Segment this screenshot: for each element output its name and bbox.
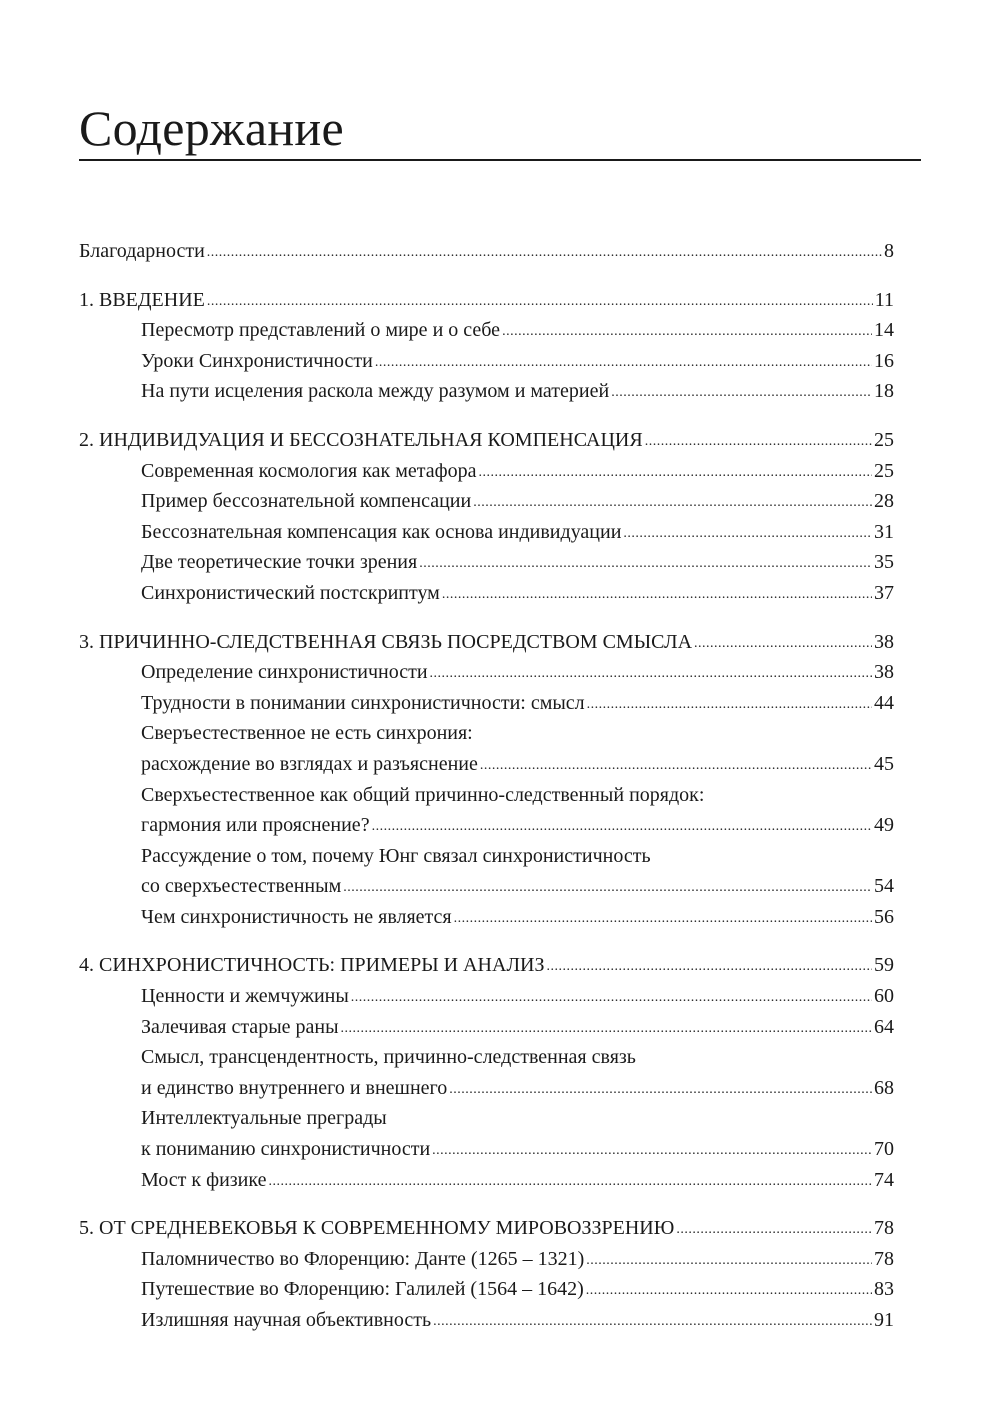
- dot-leader: [432, 1133, 872, 1167]
- toc-subentry[interactable]: [79, 346, 894, 377]
- toc-entry-title: Современная космология как метафора: [141, 459, 477, 482]
- toc-subentry[interactable]: [79, 780, 894, 811]
- toc-page-number: 35: [874, 551, 894, 574]
- dot-leader: [611, 375, 872, 409]
- toc-subentry[interactable]: [79, 486, 894, 517]
- dot-leader: [375, 345, 872, 379]
- dot-leader: [433, 1304, 872, 1338]
- toc-entry-title: Залечивая старые раны: [141, 1015, 339, 1038]
- toc-entry-title: Уроки Синхронистичности: [141, 349, 373, 372]
- toc-subentry[interactable]: [79, 749, 894, 780]
- dot-leader: [502, 314, 872, 348]
- dot-leader: [473, 485, 872, 519]
- toc-entry-title: Мост к физике: [141, 1168, 267, 1191]
- toc-subentry[interactable]: [79, 1073, 894, 1104]
- toc-entry-title: Бессознательная компенсация как основа индивидуации: [141, 520, 622, 543]
- dot-leader: [372, 809, 872, 843]
- toc-section: [79, 425, 894, 609]
- toc-entry-title: и единство внутреннего и внешнего: [141, 1076, 448, 1099]
- toc-page-number: 70: [874, 1138, 894, 1161]
- page-title: Содержание: [79, 100, 344, 156]
- toc-chapter-entry[interactable]: [79, 627, 894, 658]
- toc-subentry[interactable]: [79, 810, 894, 841]
- dot-leader: [546, 949, 872, 983]
- dot-leader: [419, 546, 872, 580]
- toc-entry-title: со сверхъестественным: [141, 875, 342, 898]
- toc-subentry[interactable]: [79, 315, 894, 346]
- toc-subentry[interactable]: [79, 902, 894, 933]
- toc-entry-title: Паломничество во Флоренцию: Данте (1265 – 1321): [141, 1247, 585, 1270]
- toc-entry-title: Сверъестественное не есть синхрония:: [141, 722, 473, 745]
- dot-leader: [645, 424, 872, 458]
- toc-subentry[interactable]: [79, 1165, 894, 1196]
- toc-entry-title: Ценности и жемчужины: [141, 985, 349, 1008]
- toc-entry-title: 2. ИНДИВИДУАЦИЯ И БЕССОЗНАТЕЛЬНАЯ КОМПЕНСАЦИЯ: [79, 428, 643, 451]
- toc-entry-title: 3. ПРИЧИННО-СЛЕДСТВЕННАЯ СВЯЗЬ ПОСРЕДСТВОМ СМЫСЛА: [79, 630, 693, 653]
- dot-leader: [694, 626, 872, 660]
- toc-page-number: 91: [874, 1309, 894, 1331]
- toc-entry-title: Чем синхронистичность не является: [141, 905, 452, 928]
- dot-leader: [480, 748, 872, 782]
- dot-leader: [207, 284, 873, 318]
- dot-leader: [586, 1273, 872, 1307]
- toc-entry-title: Синхронистический постскриптум: [141, 581, 440, 604]
- toc-subentry[interactable]: [79, 1012, 894, 1043]
- toc-chapter-entry[interactable]: [79, 950, 894, 981]
- toc-entry-title: На пути исцеления раскола между разумом и материей: [141, 380, 610, 403]
- toc-entry-title: Трудности в понимании синхронистичности: смысл: [141, 691, 585, 714]
- toc-page-number: 54: [874, 875, 894, 898]
- toc-entry-title: Определение синхронистичности: [141, 661, 428, 684]
- toc-page-number: 11: [874, 288, 894, 311]
- toc-page-number: 38: [874, 630, 894, 653]
- toc-entry-title: Сверхъестественное как общий причинно-следственный порядок:: [141, 783, 705, 806]
- dot-leader: [454, 901, 872, 935]
- toc-entry-title: Излишняя научная объективность: [141, 1309, 432, 1331]
- toc-page-number: 78: [874, 1247, 894, 1270]
- toc-entry-title: к пониманию синхронистичности: [141, 1138, 431, 1161]
- dot-leader: [478, 455, 872, 489]
- toc-section: [79, 285, 894, 407]
- toc-section: [79, 1213, 894, 1335]
- toc-subentry[interactable]: [79, 981, 894, 1012]
- toc-entry-title: Пересмотр представлений о мире и о себе: [141, 319, 501, 342]
- dot-leader: [343, 870, 872, 904]
- dot-leader: [442, 577, 872, 611]
- toc-section: [79, 236, 894, 267]
- toc-subentry[interactable]: [79, 871, 894, 902]
- toc-entry-title: Интеллектуальные преграды: [141, 1107, 387, 1130]
- toc-subentry[interactable]: [79, 718, 894, 749]
- toc-subentry[interactable]: [79, 688, 894, 719]
- toc-page-number: 83: [874, 1278, 894, 1301]
- toc-subentry[interactable]: [79, 841, 894, 872]
- toc-subentry[interactable]: [79, 1274, 894, 1305]
- toc-entry-title: 4. СИНХРОНИСТИЧНОСТЬ: ПРИМЕРЫ И АНАЛИЗ: [79, 954, 545, 977]
- toc-page-number: 64: [874, 1015, 894, 1038]
- toc-page-number: 14: [874, 319, 894, 342]
- toc-subentry[interactable]: [79, 657, 894, 688]
- toc-entry-title: Рассуждение о том, почему Юнг связал синхронистичность: [141, 844, 651, 867]
- toc-page-number: 8: [884, 240, 894, 262]
- toc-page-number: 45: [874, 752, 894, 775]
- toc-page-number: 16: [874, 349, 894, 372]
- toc-page-number: 18: [874, 380, 894, 403]
- toc-subentry[interactable]: [79, 1042, 894, 1073]
- toc-page-number: 56: [874, 905, 894, 928]
- dot-leader: [207, 235, 882, 269]
- toc-chapter-entry[interactable]: [79, 236, 894, 267]
- toc-page-number: 37: [874, 581, 894, 604]
- toc-section: [79, 950, 894, 1195]
- toc-page-number: 31: [874, 520, 894, 543]
- title-rule: [79, 159, 921, 161]
- toc-chapter-entry[interactable]: [79, 1213, 894, 1244]
- toc-subentry[interactable]: [79, 456, 894, 487]
- toc-page-number: 74: [874, 1168, 894, 1191]
- toc-page-number: 44: [874, 691, 894, 714]
- toc-page-number: 78: [874, 1217, 894, 1240]
- toc-page-number: 38: [874, 661, 894, 684]
- dot-leader: [351, 980, 872, 1014]
- toc-entry-title: 5. ОТ СРЕДНЕВЕКОВЬЯ К СОВРЕМЕННОМУ МИРОВОЗЗРЕНИЮ: [79, 1217, 675, 1240]
- toc-entry-title: Благодарности: [79, 240, 205, 262]
- toc-entry-title: расхождение во взглядах и разъяснение: [141, 752, 478, 775]
- toc-page-number: 60: [874, 985, 894, 1008]
- toc-entry-title: Две теоретические точки зрения: [141, 551, 418, 574]
- toc-subentry[interactable]: [79, 578, 894, 609]
- toc-subentry[interactable]: [79, 1244, 894, 1275]
- toc-entry-title: Путешествие во Флоренцию: Галилей (1564 – 1642): [141, 1278, 584, 1301]
- dot-leader: [268, 1164, 872, 1198]
- toc-page-number: 28: [874, 490, 894, 513]
- toc-subentry[interactable]: [79, 376, 894, 407]
- dot-leader: [587, 687, 872, 721]
- dot-leader: [341, 1011, 872, 1045]
- toc-page-number: 59: [874, 954, 894, 977]
- toc-page-number: 68: [874, 1076, 894, 1099]
- toc-page-number: 25: [874, 459, 894, 482]
- toc-subentry[interactable]: [79, 1305, 894, 1336]
- dot-leader: [623, 516, 872, 550]
- toc-subentry[interactable]: [79, 517, 894, 548]
- toc-page-number: 25: [874, 428, 894, 451]
- table-of-contents: [79, 236, 894, 1354]
- dot-leader: [449, 1072, 872, 1106]
- toc-subentry[interactable]: [79, 1103, 894, 1134]
- toc-entry-title: Пример бессознательной компенсации: [141, 490, 472, 513]
- toc-entry-title: гармония или прояснение?: [141, 814, 370, 837]
- toc-subentry[interactable]: [79, 547, 894, 578]
- toc-page-number: 49: [874, 814, 894, 837]
- toc-entry-title: Смысл, трансцендентность, причинно-следственная связь: [141, 1046, 636, 1069]
- dot-leader: [430, 656, 872, 690]
- toc-entry-title: 1. ВВЕДЕНИЕ: [79, 288, 205, 311]
- toc-chapter-entry[interactable]: [79, 425, 894, 456]
- toc-subentry[interactable]: [79, 1134, 894, 1165]
- toc-section: [79, 627, 894, 933]
- dot-leader: [676, 1212, 872, 1246]
- dot-leader: [586, 1243, 872, 1277]
- toc-chapter-entry[interactable]: [79, 285, 894, 316]
